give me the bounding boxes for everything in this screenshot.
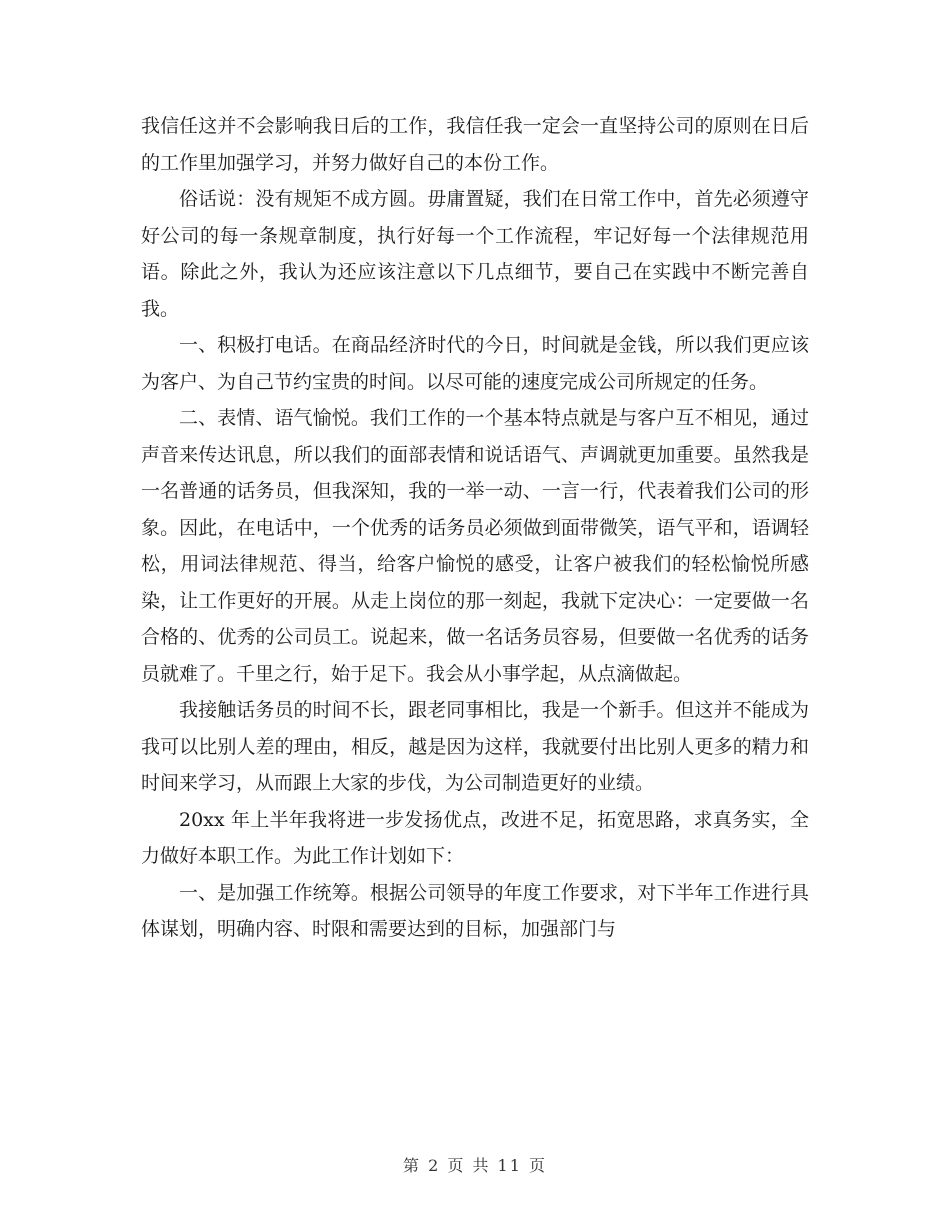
- paragraph-3: 一、积极打电话。在商品经济时代的今日，时间就是金钱，所以我们更应该为客户、为自己节约宝贵的时间。以尽可能的速度完成公司所规定的任务。: [141, 334, 809, 393]
- paragraph-1: 我信任这并不会影响我日后的工作，我信任我一定会一直坚持公司的原则在日后的工作里加强学习，并努力做好自己的本份工作。: [141, 115, 809, 174]
- page-footer: 第 2 页 共 11 页: [403, 1156, 547, 1175]
- paragraph-6: 20xx 年上半年我将进一步发扬优点，改进不足，拓宽思路，求真务实，全力做好本职工作。为此工作计划如下：: [141, 808, 809, 867]
- document-body: [141, 108, 809, 948]
- paragraph-7: 一、是加强工作统筹。根据公司领导的年度工作要求，对下半年工作进行具体谋划，明确内容、时限和需要达到的目标，加强部门与: [141, 881, 809, 940]
- paragraph-4: 二、表情、语气愉悦。我们工作的一个基本特点就是与客户互不相见，通过声音来传达讯息，所以我们的面部表情和说话语气、声调就更加重要。虽然我是一名普通的话务员，但我深知，我的一举一动、一言一行，代表着我们公司的形象。因此，在电话中，一个优秀的话务员必须做到面带微笑，语气平和，语调轻松，用词法律规范、得当，给客户愉悦的感受，让客户被我们的轻松愉悦所感染，让工作更好的开展。从走上岗位的那一刻起，我就下定决心：一定要做一名合格的、优秀的公司员工。说起来，做一名话务员容易，但要做一名优秀的话务员就难了。千里之行，始于足下。我会从小事学起，从点滴做起。: [141, 407, 809, 685]
- paragraph-5: 我接触话务员的时间不长，跟老同事相比，我是一个新手。但这并不能成为我可以比别人差的理由，相反，越是因为这样，我就要付出比别人更多的精力和时间来学习，从而跟上大家的步伐，为公司制造更好的业绩。: [141, 699, 809, 794]
- paragraph-2: 俗话说：没有规矩不成方圆。毋庸置疑，我们在日常工作中，首先必须遵守好公司的每一条规章制度，执行好每一个工作流程，牢记好每一个法律规范用语。除此之外，我认为还应该注意以下几点细节，要自己在实践中不断完善自我。: [141, 188, 809, 320]
